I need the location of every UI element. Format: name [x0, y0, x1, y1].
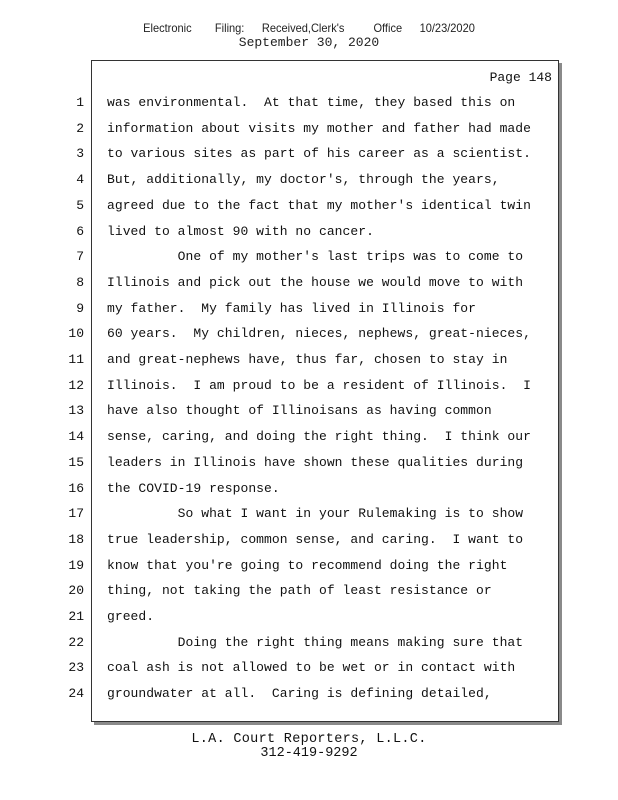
court-reporter-name: L.A. Court Reporters, L.L.C. — [191, 732, 427, 747]
transcript-line: leaders in Illinois have shown these qualities during — [107, 454, 524, 470]
line-number: 14 — [68, 429, 84, 445]
transcript-line: my father. My family has lived in Illinois for — [107, 300, 477, 316]
page-number: Page 148 — [489, 70, 552, 85]
transcript-line: to various sites as part of his career as a scientist. — [107, 146, 531, 162]
transcript-line: But, additionally, my doctor's, through the years, — [107, 172, 500, 188]
line-number: 4 — [76, 172, 84, 188]
line-number: 17 — [68, 506, 84, 522]
line-number: 9 — [76, 300, 84, 316]
transcript-line: lived to almost 90 with no cancer. — [107, 223, 374, 239]
line-number: 18 — [68, 531, 84, 547]
line-number: 22 — [68, 634, 84, 650]
line-number: 19 — [68, 557, 84, 573]
transcript-line: Illinois. I am proud to be a resident of Illinois. I — [107, 377, 531, 393]
line-number: 23 — [68, 660, 84, 676]
transcript-line: So what I want in your Rulemaking is to show — [107, 506, 524, 522]
line-number: 21 — [68, 609, 84, 624]
transcript-line: thing, not taking the path of least resistance or — [107, 583, 492, 599]
line-number: 20 — [68, 583, 84, 599]
transcript-line: was environmental. At that time, they based this on — [107, 95, 516, 110]
transcript-line: Doing the right thing means making sure that — [107, 634, 524, 650]
line-number: 3 — [76, 146, 84, 162]
transcript-line: One of my mother's last trips was to come to — [107, 249, 524, 265]
transcript-line: agreed due to the fact that my mother's identical twin — [107, 197, 531, 213]
transcript-line: and great-nephews have, thus far, chosen to stay in — [107, 352, 508, 367]
line-number: 16 — [68, 480, 84, 496]
line-number: 7 — [76, 249, 84, 265]
transcript-date: September 30, 2020 — [238, 35, 380, 50]
line-number: 8 — [76, 274, 84, 290]
line-number: 5 — [76, 197, 84, 213]
line-number: 6 — [76, 223, 84, 239]
transcript-line: true leadership, common sense, and caring. I want to — [107, 531, 524, 547]
line-number: 1 — [76, 95, 84, 110]
transcript-line: information about visits my mother and father had made — [107, 120, 531, 136]
filing-stamp: Electronic Filing: Received,Clerk's Office 10/23/2020 — [143, 21, 475, 35]
line-number: 24 — [68, 686, 84, 702]
transcript-line: the COVID-19 response. — [107, 480, 280, 496]
line-number: 12 — [68, 377, 84, 393]
line-number: 15 — [68, 454, 84, 470]
transcript-line: Illinois and pick out the house we would move to with — [107, 274, 524, 290]
line-number: 10 — [68, 326, 84, 342]
line-number: 2 — [76, 120, 84, 136]
transcript-line: coal ash is not allowed to be wet or in contact with — [107, 660, 516, 676]
transcript-line: know that you're going to recommend doing the right — [107, 557, 508, 573]
line-number: 11 — [68, 352, 84, 367]
transcript-line: groundwater at all. Caring is defining detailed, — [107, 686, 492, 702]
transcript-line: have also thought of Illinoisans as having common — [107, 403, 492, 419]
transcript-line: greed. — [107, 609, 155, 624]
transcript-line: 60 years. My children, nieces, nephews, great-nieces, — [107, 326, 531, 342]
court-reporter-phone: 312-419-9292 — [260, 746, 358, 761]
line-number: 13 — [68, 403, 84, 419]
transcript-line: sense, caring, and doing the right thing. I think our — [107, 429, 531, 445]
